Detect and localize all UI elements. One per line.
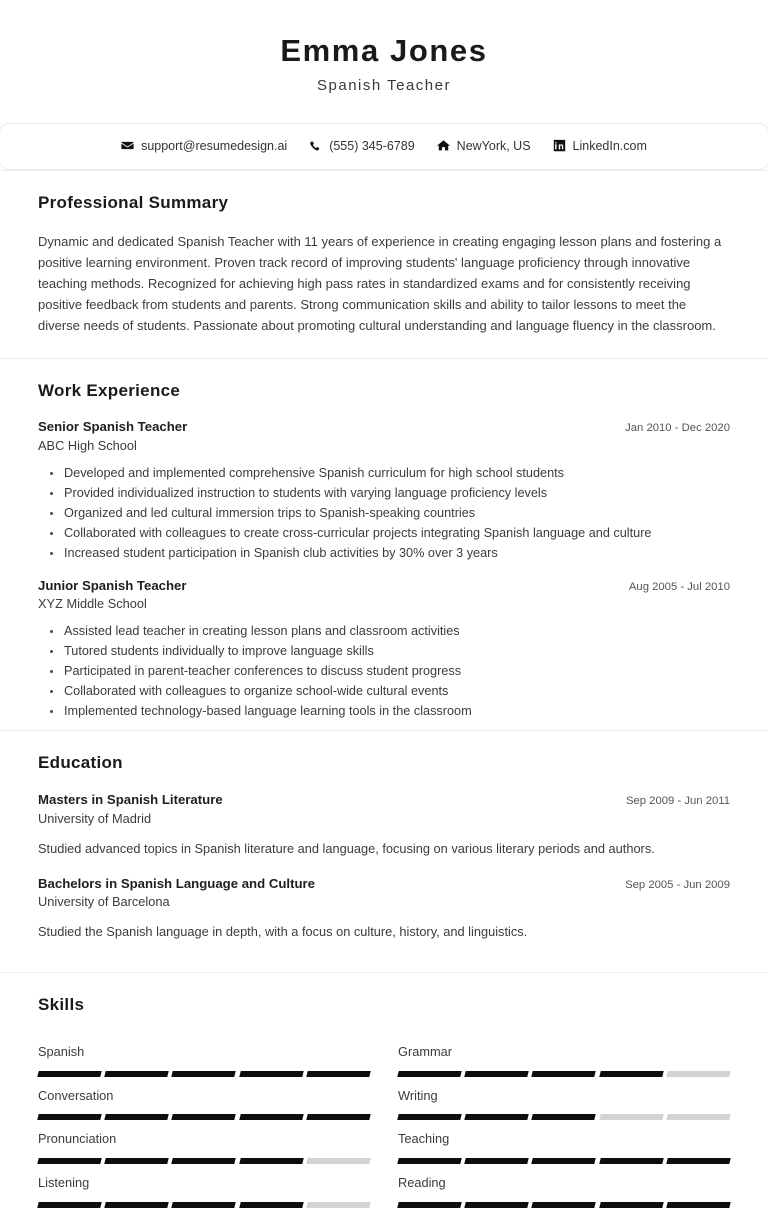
work-entry-head — [38, 577, 730, 595]
skill-level-segment — [397, 1202, 462, 1208]
skill-level-segment — [306, 1158, 371, 1164]
skill-level-segment — [104, 1158, 169, 1164]
contact-phone-label: (555) 345-6789 — [329, 138, 415, 153]
skill-level-segment — [306, 1071, 371, 1077]
skill-level-segment — [666, 1158, 731, 1164]
work-entry-head — [38, 418, 730, 436]
skill-level-segment — [172, 1202, 237, 1208]
education-date: Sep 2009 - Jun 2011 — [625, 795, 730, 808]
work-bullet: Collaborated with colleagues to create cross-curricular projects integrating Spanish language and culture — [64, 524, 730, 544]
skill-level-segment — [172, 1158, 237, 1164]
skill-label: Pronunciation — [38, 1131, 117, 1147]
contact-email[interactable] — [121, 139, 287, 153]
contact-linkedin-label: LinkedIn.com — [572, 138, 647, 153]
skill-level-bar — [398, 1114, 730, 1120]
work-bullet: Tutored students individually to improve language skills — [64, 642, 730, 662]
skill-item — [38, 1120, 370, 1164]
skill-level-segment — [599, 1114, 664, 1120]
section-divider — [0, 170, 768, 171]
education-entry-head — [38, 791, 730, 809]
skill-level-bar — [38, 1071, 370, 1077]
skill-level-segment — [666, 1202, 731, 1208]
skill-level-segment — [37, 1202, 102, 1208]
work-role: Junior Spanish Teacher — [38, 577, 187, 593]
skill-level-segment — [532, 1202, 597, 1208]
work-bullet: Assisted lead teacher in creating lesson plans and classroom activities — [64, 622, 730, 642]
skill-level-segment — [599, 1071, 664, 1077]
skill-level-segment — [239, 1202, 304, 1208]
work-role: Senior Spanish Teacher — [38, 419, 188, 435]
education-date: Sep 2005 - Jun 2009 — [625, 878, 730, 891]
skill-level-segment — [172, 1071, 237, 1077]
section-divider — [0, 358, 768, 359]
skill-level-segment — [599, 1202, 664, 1208]
linkedin-icon — [553, 139, 566, 152]
section-title-summary: Professional Summary — [38, 192, 229, 212]
skill-level-bar — [398, 1202, 730, 1208]
skill-level-segment — [397, 1071, 462, 1077]
page-title: Emma Jones — [280, 33, 488, 68]
section-work-experience — [0, 358, 768, 730]
skill-level-segment — [37, 1158, 102, 1164]
skill-level-segment — [104, 1114, 169, 1120]
skill-label: Conversation — [38, 1087, 114, 1103]
work-entry — [38, 418, 730, 563]
skill-label: Grammar — [398, 1044, 453, 1060]
work-organization: XYZ Middle School — [38, 596, 147, 612]
section-title-work: Work Experience — [38, 381, 181, 401]
skill-level-segment — [464, 1071, 529, 1077]
work-bullet-list — [38, 622, 730, 722]
work-entry-list — [38, 418, 730, 730]
skill-item — [398, 1120, 730, 1164]
section-divider — [0, 730, 768, 731]
skill-label: Listening — [38, 1174, 90, 1190]
skill-label: Reading — [398, 1174, 446, 1190]
skill-level-segment — [306, 1114, 371, 1120]
contact-location-label: NewYork, US — [456, 138, 531, 153]
education-degree: Masters in Spanish Literature — [38, 792, 223, 808]
skill-level-segment — [239, 1114, 304, 1120]
skill-item — [398, 1033, 730, 1077]
skill-level-segment — [532, 1158, 597, 1164]
skill-level-bar — [398, 1071, 730, 1077]
skill-level-segment — [464, 1114, 529, 1120]
work-bullet-list — [38, 464, 730, 564]
work-organization: ABC High School — [38, 438, 137, 454]
contact-linkedin[interactable] — [553, 139, 647, 153]
education-institution: University of Madrid — [38, 811, 152, 827]
skill-level-segment — [397, 1114, 462, 1120]
contact-phone[interactable] — [309, 139, 414, 153]
contact-email-label: support@resumedesign.ai — [141, 138, 288, 153]
work-bullet: Provided individualized instruction to students with varying language proficiency levels — [64, 484, 730, 504]
skill-label: Teaching — [398, 1131, 450, 1147]
skill-level-segment — [666, 1071, 731, 1077]
work-entry — [38, 577, 730, 722]
job-title: Spanish Teacher — [317, 76, 451, 94]
contact-bar — [0, 123, 768, 170]
section-title-education: Education — [38, 753, 123, 773]
skill-level-segment — [104, 1071, 169, 1077]
work-date: Jan 2010 - Dec 2020 — [625, 422, 730, 435]
skill-label: Spanish — [38, 1044, 85, 1060]
skill-item — [38, 1033, 370, 1077]
skill-level-segment — [239, 1158, 304, 1164]
work-bullet: Developed and implemented comprehensive Spanish curriculum for high school students — [64, 464, 730, 484]
skill-level-segment — [239, 1071, 304, 1077]
work-date: Aug 2005 - Jul 2010 — [628, 580, 730, 593]
skill-level-segment — [599, 1158, 664, 1164]
section-education — [0, 730, 768, 972]
skill-level-segment — [464, 1158, 529, 1164]
skill-item — [398, 1164, 730, 1208]
education-degree: Bachelors in Spanish Language and Culture — [38, 875, 315, 891]
skill-item — [38, 1077, 370, 1121]
skill-label: Writing — [398, 1087, 438, 1103]
skill-level-segment — [172, 1114, 237, 1120]
work-bullet: Increased student participation in Spanish club activities by 30% over 3 years — [64, 544, 730, 564]
education-entry-head — [38, 875, 730, 893]
skill-level-segment — [397, 1158, 462, 1164]
section-skills — [0, 972, 768, 1208]
skill-item — [398, 1077, 730, 1121]
work-bullet: Participated in parent-teacher conferences to discuss student progress — [64, 662, 730, 682]
skills-grid — [38, 1033, 730, 1208]
skill-level-segment — [532, 1071, 597, 1077]
work-bullet: Collaborated with colleagues to organize school-wide cultural events — [64, 682, 730, 702]
education-description: Studied the Spanish language in depth, with a focus on culture, history, and linguistics. — [38, 924, 528, 940]
section-professional-summary — [0, 170, 768, 336]
skill-level-segment — [37, 1071, 102, 1077]
section-divider — [0, 972, 768, 973]
skill-level-segment — [306, 1202, 371, 1208]
education-entry — [38, 791, 730, 858]
skill-level-bar — [398, 1158, 730, 1164]
skill-level-segment — [532, 1114, 597, 1120]
education-institution: University of Barcelona — [38, 894, 170, 910]
section-title-skills: Skills — [38, 994, 85, 1014]
phone-icon — [309, 139, 322, 152]
home-icon — [437, 139, 450, 152]
education-entry — [38, 875, 730, 942]
work-bullet: Organized and led cultural immersion trips to Spanish-speaking countries — [64, 504, 730, 524]
resume-header — [0, 0, 768, 115]
work-bullet: Implemented technology-based language learning tools in the classroom — [64, 702, 730, 722]
skill-level-segment — [666, 1114, 731, 1120]
envelope-icon — [121, 139, 134, 152]
skill-level-bar — [38, 1158, 370, 1164]
skill-level-bar — [38, 1202, 370, 1208]
skill-item — [38, 1164, 370, 1208]
skill-level-segment — [464, 1202, 529, 1208]
skill-level-segment — [104, 1202, 169, 1208]
contact-location[interactable] — [437, 139, 531, 153]
skill-level-bar — [38, 1114, 370, 1120]
education-entry-list — [38, 791, 730, 971]
summary-text: Dynamic and dedicated Spanish Teacher with 11 years of experience in creating engaging lesson plans and fostering a positive learning environment. Proven track record of improving students' language proficiency through innovative teaching methods. Recognized for achieving high pass rates in standardized exams and for consistently receiving positive feedback from students and parents. Strong communication skills and ability to tailor lessons to meet the diverse needs of students. Passionate about promoting cultural understanding and language fluency in the classroom. — [38, 233, 722, 334]
education-description: Studied advanced topics in Spanish literature and language, focusing on various literary periods and authors. — [38, 840, 655, 856]
skill-level-segment — [37, 1114, 102, 1120]
